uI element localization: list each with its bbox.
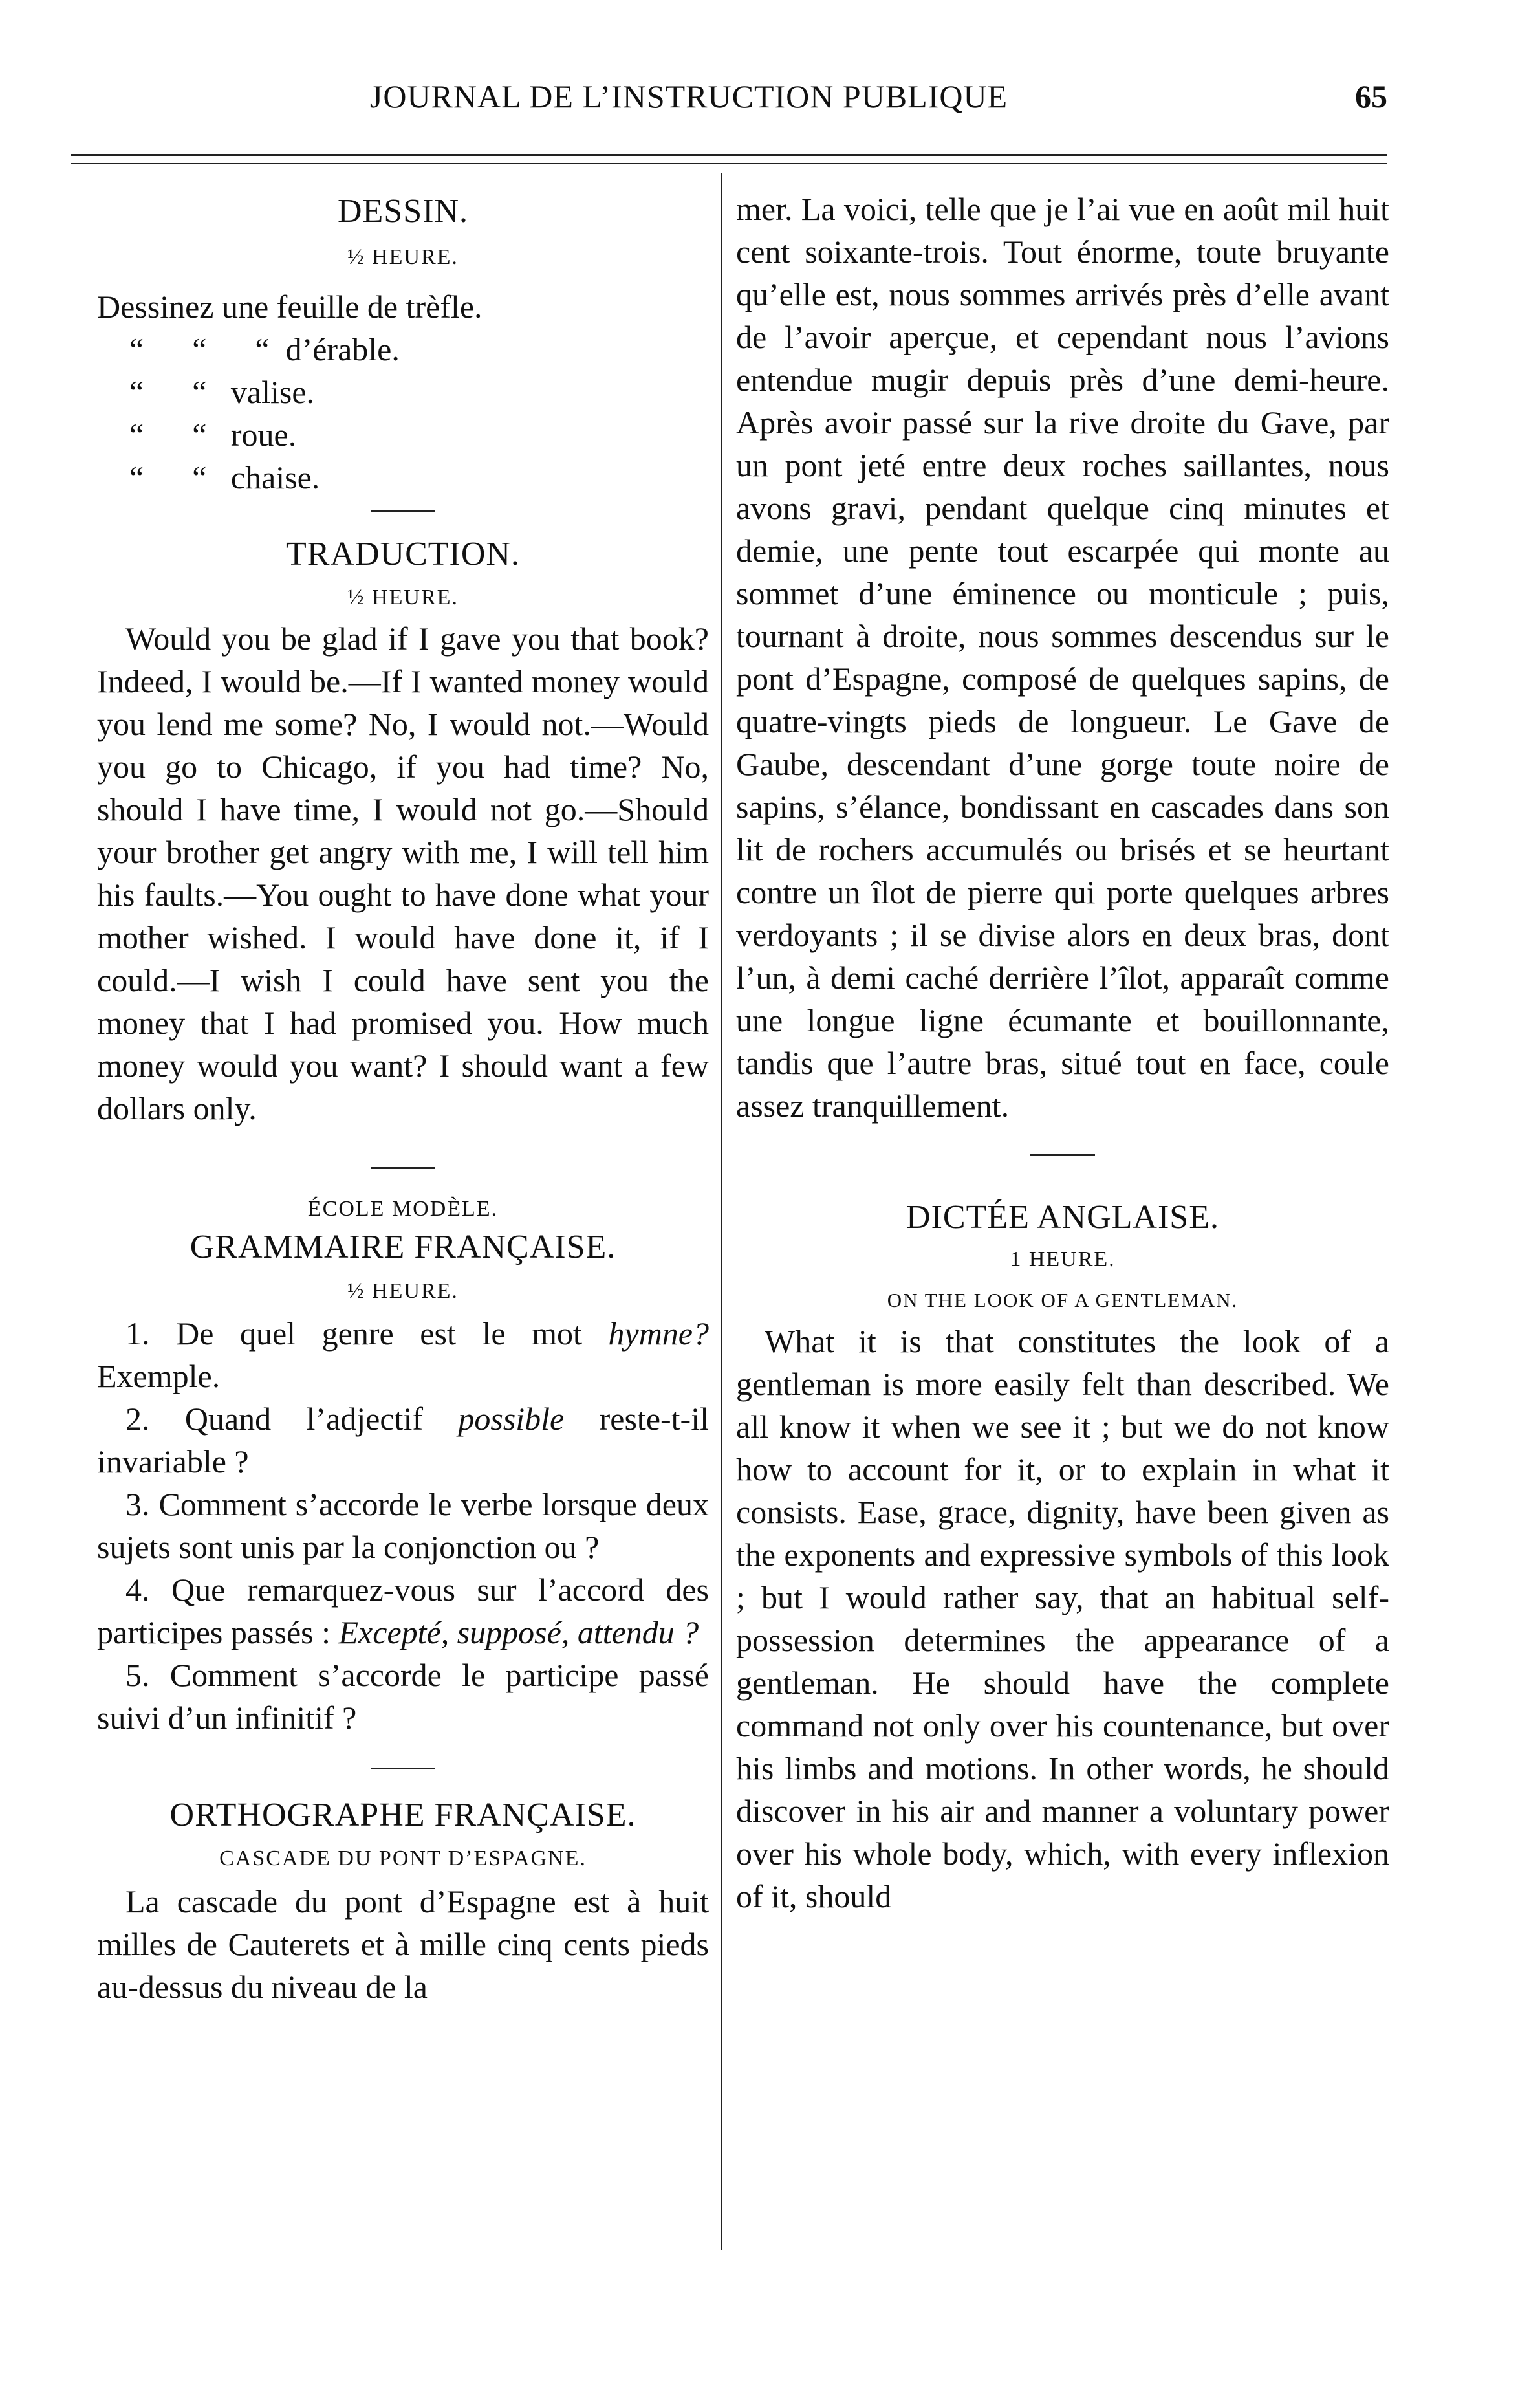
dessin-duration: ½ HEURE. <box>347 245 459 270</box>
orthographe-continuation: mer. La voici, telle que je l’ai vue en août mil huit cent soixante-trois. Tout énorme, toute bruyante qu’elle est, nous sommes arrivés près d’elle avant de l’avoir aperçue, et cependant nous l’avions entendue mugir depuis près d’une demi-heure. Après avoir passé sur la rive droite du Gave, par un pont jeté entre deux roches saillantes, nous avons gravi, pendant quelque cinq minutes et demie, une pente tout escarpée qui monte au sommet d’une éminence ou monticule ; puis, tournant à droite, nous sommes descendus sur le pont d’Espagne, composé de quelques sapins, de quatre-vingts pieds de longueur. Le Gave de Gaube, descendant d’une gorge toute noire de sapins, s’élance, bondissant en cascades dans son lit de rochers accumulés ou brisés et se heurtant contre un îlot de pierre qui porte quelques arbres verdoyants ; il se divise alors en deux bras, dont l’un, à demi caché derrière l’îlot, apparaît comme une longue ligne écumante et bouillonnante, tandis que l’autre bras, situé tout en face, coule assez tranquillement. <box>736 191 1389 1124</box>
section-separator <box>1030 1154 1095 1156</box>
section-separator <box>371 1768 435 1769</box>
grammar-question-1: 1. De quel genre est le mot hymne? Exemple. <box>97 1315 709 1394</box>
grammar-question-2: 2. Quand l’adjectif possible reste-t-il invariable ? <box>97 1400 709 1480</box>
section-title-dictee: DICTÉE ANGLAISE. <box>906 1199 1219 1236</box>
dessin-line: Dessinez une feuille de trèfle. <box>97 288 483 325</box>
traduction-text: Would you be glad if I gave you that book? Indeed, I would be.—If I wanted money would you lend me some? No, I would not.—Would you go to Chicago, if you had time? No, should I have time, I would not go.—Should your brother get angry with me, I will tell him his faults.—You ought to have done what your mother wished. I would have done it, if I could.—I wish I could have sent you the money that I had promised you. How much money would you want? I should want a few dollars only. <box>97 620 709 1127</box>
dessin-line: “ “ “ d’érable. <box>97 331 400 367</box>
grammaire-duration: ½ HEURE. <box>347 1278 459 1303</box>
column-divider <box>721 173 722 2250</box>
section-separator <box>371 510 435 512</box>
dessin-line: “ “ valise. <box>97 373 315 410</box>
page-number: 65 <box>1355 78 1387 115</box>
header-rule-top <box>71 154 1387 156</box>
section-title-grammaire: GRAMMAIRE FRANÇAISE. <box>190 1229 616 1266</box>
section-title-traduction: TRADUCTION. <box>286 535 520 573</box>
left-column <box>97 188 709 2008</box>
grammar-question-3: 3. Comment s’accorde le verbe lorsque deux sujets sont unis par la conjonction ou ? <box>97 1485 709 1565</box>
section-title-dessin: DESSIN. <box>337 193 469 230</box>
right-column <box>736 188 1389 1918</box>
school-label: ÉCOLE MODÈLE. <box>307 1197 499 1221</box>
dessin-line: “ “ roue. <box>97 416 297 453</box>
journal-title: JOURNAL DE L’INSTRUCTION PUBLIQUE <box>369 78 1008 115</box>
dictee-text: What it is that constitutes the look of a gentleman is more easily felt than described. We all know it when we see it ; but we do not know how to account for it, or to explain in what it consists. Ease, grace, dignity, have been given as the exponents and expressive symbols of this look ; but I would rather say, that an habitual self-possession determines the appearance of a gentleman. He should have the complete command not only over his countenance, but over his limbs and motions. In other words, he should discover in his air and manner a voluntary power over his whole body, which, with every inflexion of it, should <box>736 1322 1389 1914</box>
section-separator <box>371 1167 435 1169</box>
traduction-duration: ½ HEURE. <box>347 585 459 609</box>
dessin-line: “ “ chaise. <box>97 459 320 496</box>
header-rule-bottom <box>71 163 1387 164</box>
orthographe-text: La cascade du pont d’Espagne est à huit milles de Cauterets et à mille cinq cents pieds au-dessus du niveau de la <box>97 1883 709 2005</box>
dictee-duration: 1 HEURE. <box>1010 1247 1116 1272</box>
grammar-question-5: 5. Comment s’accorde le participe passé suivi d’un infinitif ? <box>97 1656 709 1736</box>
grammar-question-4: 4. Que remarquez-vous sur l’accord des participes passés : Excepté, supposé, attendu ? <box>97 1571 709 1650</box>
dessin-list <box>97 285 709 499</box>
dictee-subtitle: ON THE LOOK OF A GENTLEMAN. <box>887 1288 1239 1311</box>
section-title-orthographe: ORTHOGRAPHE FRANÇAISE. <box>169 1796 636 1833</box>
orthographe-subtitle: CASCADE DU PONT D’ESPAGNE. <box>219 1846 587 1871</box>
